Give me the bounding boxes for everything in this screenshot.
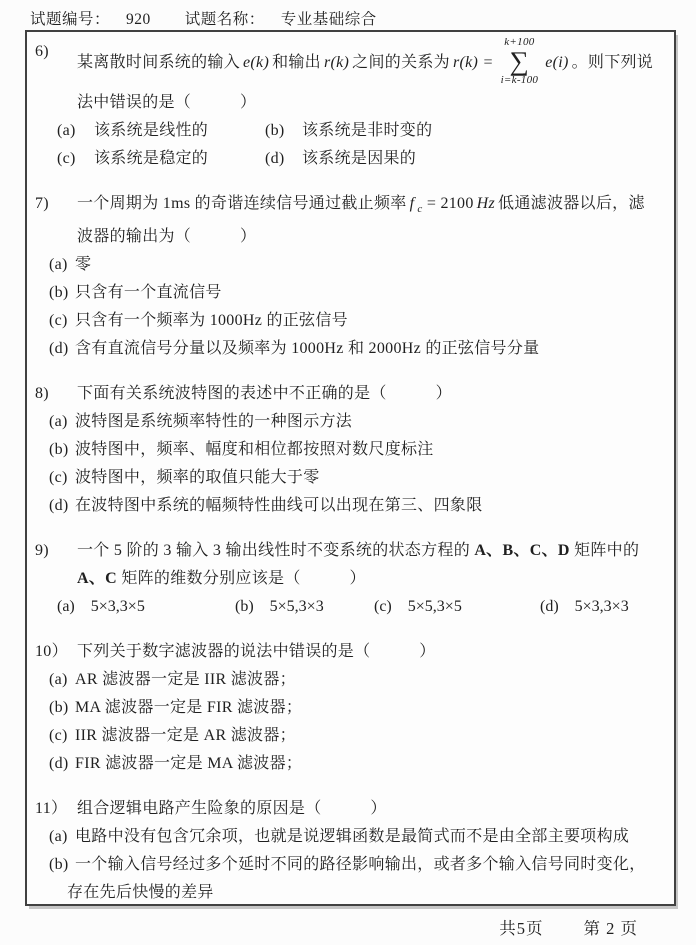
option-text: 5×3,3×3: [574, 598, 629, 616]
option-label: (d): [265, 149, 285, 167]
exam-name-label: 试题名称：: [184, 11, 265, 28]
q6-stem-text: 和输出: [272, 54, 321, 72]
q6-options: [57, 117, 666, 173]
option-label: (a): [49, 828, 68, 846]
q8-option-b: [27, 436, 666, 464]
sum-lower-limit: i=k-100: [500, 74, 539, 87]
q10-option-b: [27, 694, 666, 722]
q7-math-sub: c: [417, 203, 423, 216]
option-text: 该系统是非时变的: [302, 121, 433, 139]
option-text: 含有直流信号分量以及频率为 1000Hz 和 2000Hz 的正弦信号分量: [75, 340, 540, 358]
option-label: (b): [235, 598, 254, 616]
option-text: IIR 滤波器一定是 AR 滤波器；: [75, 727, 296, 745]
q11-option-b-continuation: 存在先后快慢的差异: [67, 884, 214, 902]
option-text: 电路中没有包含冗余项，也就是说逻辑函数是最简式而不是由全部主要项构成: [75, 828, 630, 846]
q6-option-c: [57, 145, 265, 173]
q7-stem-text: 低通滤波器以后，滤波器的输出为（ ）: [77, 194, 645, 246]
q8-stem: [27, 380, 666, 408]
option-text: 5×3,3×5: [90, 598, 145, 616]
q7-option-a: [27, 251, 666, 279]
question-10: [27, 638, 666, 778]
sum-upper-limit: k+100: [504, 36, 535, 48]
question-8: [27, 380, 666, 520]
q9-option-c: [374, 593, 540, 621]
option-text: 该系统是线性的: [94, 121, 209, 139]
q9-matrices-ac: A、C: [77, 570, 118, 588]
option-text: 该系统是因果的: [302, 149, 417, 167]
total-pages: 共5页: [499, 919, 544, 938]
option-text: 波特图中，频率的取值只能大于零: [75, 469, 320, 487]
q6-stem-text: 。则下列说法中错误的是（ ）: [77, 54, 654, 111]
option-label: (c): [49, 469, 68, 487]
question-11: [27, 795, 666, 906]
option-text: 波特图是系统频率特性的一种图示方法: [75, 413, 353, 431]
q11-stem-text: 组合逻辑电路产生险象的原因是（ ）: [77, 800, 387, 818]
q8-option-c: [27, 464, 666, 492]
q11-number: 11）: [35, 800, 68, 818]
option-text: 只含有一个频率为 1000Hz 的正弦信号: [75, 312, 348, 330]
q6-math-ek: e(k): [243, 54, 270, 72]
option-text: 该系统是稳定的: [94, 149, 209, 167]
q10-stem: [27, 638, 666, 666]
q7-option-b: [27, 279, 666, 307]
q6-option-a: [57, 117, 265, 145]
q10-option-a: [27, 666, 666, 694]
option-text: AR 滤波器一定是 IIR 滤波器；: [75, 671, 296, 689]
q6-math-ei: e(i): [545, 54, 569, 72]
option-label: (b): [49, 284, 69, 302]
q6-option-b: [265, 117, 666, 145]
summation-formula: [501, 36, 539, 87]
q6-stem: [27, 38, 666, 117]
option-text: 5×5,3×5: [407, 598, 462, 616]
option-label: (a): [57, 121, 76, 139]
option-text: 只含有一个直流信号: [75, 284, 222, 302]
q10-number: 10）: [35, 643, 68, 661]
option-label: (b): [49, 699, 69, 717]
question-6: [27, 38, 666, 173]
q7-number: 7): [35, 194, 49, 212]
q6-stem-text: 某离散时间系统的输入: [77, 54, 241, 72]
q8-stem-text: 下面有关系统波特图的表述中不正确的是（ ）: [77, 385, 452, 403]
option-text: 在波特图中系统的幅频特性曲线可以出现在第三、四象限: [75, 497, 483, 515]
q7-math-eq: = 2100: [426, 194, 474, 212]
option-text: MA 滤波器一定是 FIR 滤波器；: [75, 699, 303, 717]
q9-option-a: [57, 593, 235, 621]
q8-option-a: [27, 408, 666, 436]
option-label: (c): [49, 312, 68, 330]
question-7: [27, 190, 666, 363]
q9-stem: [27, 537, 666, 593]
exam-number-value: 920: [126, 11, 151, 28]
option-label: (c): [57, 149, 76, 167]
q7-stem-text: 一个周期为 1ms 的奇谐连续信号通过截止频率: [77, 194, 407, 212]
option-text: 波特图中，频率、幅度和相位都按照对数尺度标注: [75, 441, 434, 459]
q11-option-b: [27, 851, 666, 879]
option-label: (d): [49, 340, 69, 358]
page-header: [0, 0, 696, 30]
q6-stem-text: 之间的关系为: [352, 54, 450, 72]
q9-number: 9): [35, 542, 49, 560]
option-text: 一个输入信号经过多个延时不同的路径影响输出，或者多个输入信号同时变化，: [75, 856, 646, 874]
option-text: 零: [75, 256, 92, 274]
option-label: (b): [49, 856, 69, 874]
q10-option-d: [27, 750, 666, 778]
q9-option-b: [235, 593, 374, 621]
q9-stem-text: 一个 5 阶的 3 输入 3 输出线性时不变系统的状态方程的: [77, 542, 471, 560]
q9-matrices-abcd: A、B、C、D: [474, 542, 570, 560]
option-label: (b): [265, 121, 285, 139]
option-label: (c): [374, 598, 392, 616]
option-label: (d): [49, 497, 69, 515]
q11-stem: [27, 795, 666, 823]
q9-option-d: [540, 593, 629, 621]
option-label: (a): [49, 671, 68, 689]
q7-math-unit: Hz: [476, 194, 496, 212]
option-label: (a): [49, 413, 68, 431]
q6-math-rk: r(k): [323, 54, 350, 72]
q7-option-d: [27, 335, 666, 363]
option-text: 5×5,3×3: [269, 598, 324, 616]
option-label: (a): [49, 256, 68, 274]
exam-number-label: 试题编号：: [30, 11, 111, 28]
q6-option-d: [265, 145, 666, 173]
q10-option-c: [27, 722, 666, 750]
q7-stem: [27, 190, 666, 251]
q7-math-var: f: [409, 194, 415, 212]
option-text: FIR 滤波器一定是 MA 滤波器；: [75, 755, 303, 773]
q11-option-a: [27, 823, 666, 851]
q6-number: 6): [35, 43, 49, 60]
q6-math-lhs: r(k) =: [452, 54, 494, 72]
q9-options: [57, 593, 666, 621]
option-label: (c): [49, 727, 68, 745]
q8-number: 8): [35, 385, 49, 403]
option-label: (d): [540, 598, 559, 616]
questions-box: [25, 30, 676, 906]
sigma-symbol: ∑: [509, 45, 530, 76]
q10-stem-text: 下列关于数字滤波器的说法中错误的是（ ）: [77, 643, 436, 661]
question-9: [27, 537, 666, 621]
exam-name-value: 专业基础综合: [280, 11, 377, 28]
current-page: 第 2 页: [583, 919, 638, 938]
page-footer: [0, 915, 696, 939]
q9-stem-text: 矩阵的维数分别应该是（ ）: [121, 570, 366, 588]
q8-option-d: [27, 492, 666, 520]
option-label: (d): [49, 755, 69, 773]
option-label: (a): [57, 598, 75, 616]
q9-stem-text: 矩阵中的: [574, 542, 640, 560]
option-label: (b): [49, 441, 69, 459]
q7-option-c: [27, 307, 666, 335]
